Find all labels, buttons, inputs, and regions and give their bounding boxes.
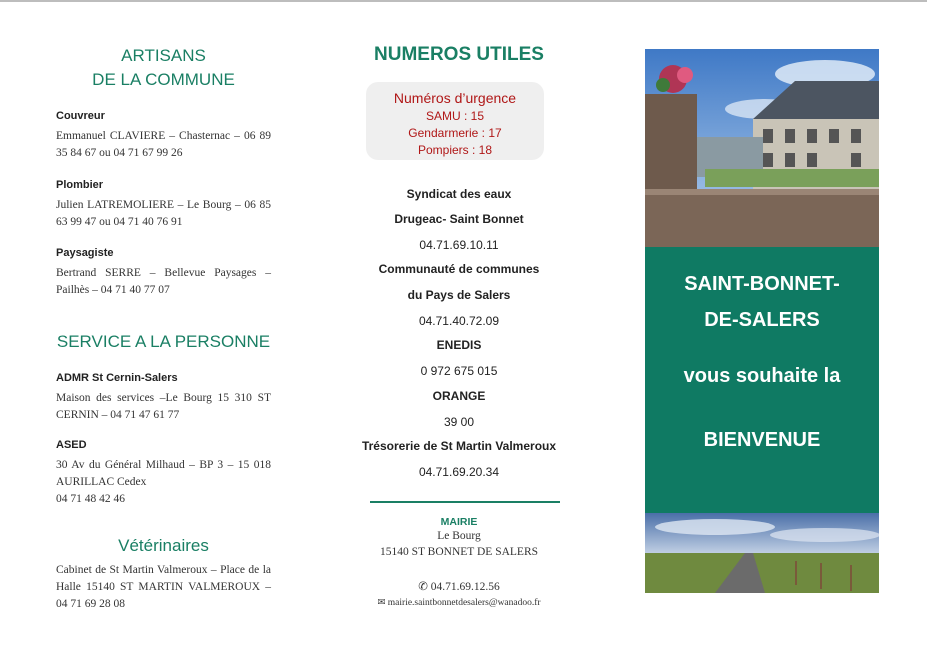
urgence-gendarmerie: Gendarmerie : 17 xyxy=(408,126,502,140)
urgence-samu: SAMU : 15 xyxy=(425,109,485,123)
communaute-phone: 04.71.40.72.09 xyxy=(418,314,500,328)
numeros-utiles-title: NUMEROS UTILES xyxy=(374,44,544,65)
couvreur-text: Emmanuel CLAVIERE – Chasternac – 06 89 35 84 67 ou 04 71 67 99 26 xyxy=(56,130,271,159)
admr-block xyxy=(56,372,271,424)
veterinaires-title: Vétérinaires xyxy=(118,536,209,555)
mairie-phone-row xyxy=(356,579,562,593)
mairie-email-row xyxy=(356,597,562,608)
mairie-line2: 15140 ST BONNET DE SALERS xyxy=(379,546,539,558)
urgence-pompiers: Pompiers : 18 xyxy=(417,143,493,157)
paysagiste-heading: Paysagiste xyxy=(56,247,114,259)
welcome-line4: BIENVENUE xyxy=(703,429,821,451)
enedis-label: ENEDIS xyxy=(436,338,482,352)
artisans-title-line2: DE LA COMMUNE xyxy=(92,70,235,89)
envelope-icon: ✉ xyxy=(377,598,386,608)
syndicat-label-1: Syndicat des eaux xyxy=(406,187,512,201)
admr-text: Maison des services –Le Bourg 15 310 ST CERNIN – 04 71 47 61 77 xyxy=(56,392,271,421)
syndicat-phone: 04.71.69.10.11 xyxy=(419,238,499,252)
road-photo-illustration xyxy=(645,513,879,593)
urgence-title: Numéros d’urgence xyxy=(393,90,517,106)
admr-heading: ADMR St Cernin-Salers xyxy=(56,372,178,384)
welcome-line3: vous souhaite la xyxy=(683,365,841,387)
ased-text: 30 Av du Général Milhaud – BP 3 – 15 018 AURILLAC Cedex xyxy=(56,459,271,488)
welcome-line2: DE-SALERS xyxy=(704,309,820,331)
couvreur-block xyxy=(56,110,271,162)
communaute-label-2: du Pays de Salers xyxy=(407,288,511,302)
ased-heading: ASED xyxy=(56,439,87,451)
mairie-divider xyxy=(370,501,560,503)
mairie-email: mairie.saintbonnetdesalers@wanadoo.fr xyxy=(387,598,541,608)
village-photo xyxy=(645,49,879,247)
orange-phone: 39 00 xyxy=(443,415,475,429)
artisans-title-line1: ARTISANS xyxy=(121,46,206,65)
communaute-label-1: Communauté de communes xyxy=(378,262,540,276)
tresorerie-phone: 04.71.69.20.34 xyxy=(418,465,500,479)
plombier-block xyxy=(56,179,271,231)
welcome-panel xyxy=(645,247,879,513)
urgence-box xyxy=(366,82,544,160)
plombier-heading: Plombier xyxy=(56,179,104,191)
paysagiste-text: Bertrand SERRE – Bellevue Paysages – Pailhès – 04 71 40 77 07 xyxy=(56,267,271,296)
road-photo xyxy=(645,513,879,593)
couvreur-heading: Couvreur xyxy=(56,110,105,122)
tresorerie-label: Trésorerie de St Martin Valmeroux xyxy=(361,439,557,453)
ased-phone: 04 71 48 42 46 xyxy=(56,493,125,505)
veterinaires-text: Cabinet de St Martin Valmeroux – Place de la Halle 15140 ST MARTIN VALMEROUX – 04 71 69 28 08 xyxy=(56,564,271,610)
village-photo-illustration xyxy=(645,49,879,247)
welcome-line1: SAINT-BONNET- xyxy=(684,273,840,295)
ased-block xyxy=(56,439,271,508)
top-border xyxy=(0,0,927,2)
phone-icon: ✆ xyxy=(418,581,428,593)
syndicat-label-2: Drugeac- Saint Bonnet xyxy=(394,212,524,226)
mairie-heading: MAIRIE xyxy=(440,516,478,528)
paysagiste-block xyxy=(56,247,271,299)
plombier-text: Julien LATREMOLIERE – Le Bourg – 06 85 63 99 47 ou 04 71 40 76 91 xyxy=(56,199,271,228)
mairie-phone: 04.71.69.12.56 xyxy=(430,581,500,593)
enedis-phone: 0 972 675 015 xyxy=(420,364,498,378)
service-title: SERVICE A LA PERSONNE xyxy=(56,332,271,351)
orange-label: ORANGE xyxy=(432,389,486,403)
mairie-line1: Le Bourg xyxy=(437,530,481,542)
